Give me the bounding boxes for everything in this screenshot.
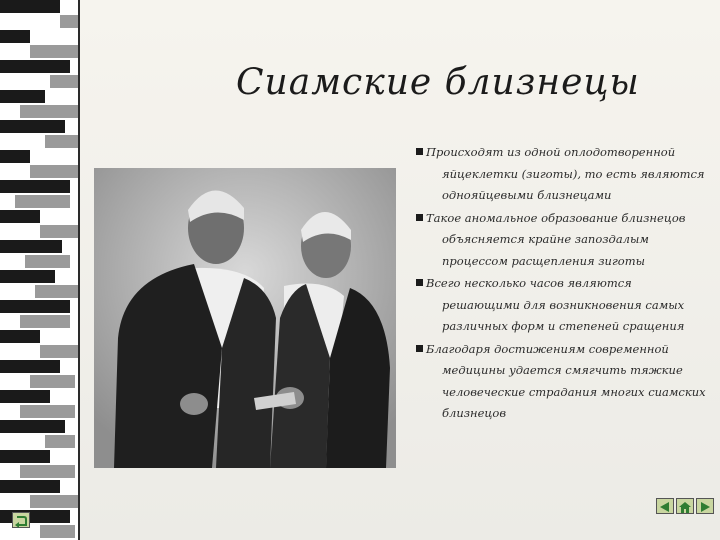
strip-bar: [0, 210, 40, 223]
triangle-right-icon: [697, 500, 713, 514]
strip-bar: [50, 75, 80, 88]
bullet-text: Происходят из одной оплодотворенной яйцеклетки (зиготы), то есть являются однояйцевыми близнецами: [426, 145, 705, 202]
strip-bar: [40, 345, 80, 358]
strip-bar: [0, 60, 70, 73]
strip-edge-line: [78, 0, 80, 540]
strip-bar: [0, 30, 30, 43]
bullet-item: [414, 339, 710, 425]
return-arrow-icon: [13, 514, 29, 528]
decorative-strip: [0, 0, 80, 540]
home-button[interactable]: [676, 498, 694, 514]
strip-bar: [0, 150, 30, 163]
bullet-square-icon: [416, 214, 423, 221]
strip-bar: [25, 255, 70, 268]
strip-bar: [40, 525, 75, 538]
strip-bar: [0, 480, 60, 493]
strip-bar: [35, 285, 80, 298]
previous-slide-button[interactable]: [656, 498, 674, 514]
strip-bar: [45, 435, 75, 448]
strip-bar: [0, 90, 45, 103]
strip-bar: [0, 180, 70, 193]
triangle-left-icon: [657, 500, 673, 514]
strip-bar: [0, 300, 70, 313]
bullet-list: [414, 142, 710, 426]
photo-siamese-twins: [94, 168, 396, 468]
bullet-item: [414, 208, 710, 273]
bullet-square-icon: [416, 345, 423, 352]
bullet-text: Такое аномальное образование близнецов объясняется крайне запоздалым процессом расщепления зиготы: [426, 210, 686, 268]
strip-bar: [0, 420, 65, 433]
strip-bar: [0, 120, 65, 133]
bullet-item: [414, 273, 710, 338]
strip-bar: [0, 510, 70, 523]
strip-bar: [60, 15, 80, 28]
bullet-square-icon: [416, 148, 423, 155]
slide-title: Сиамские близнецы: [236, 62, 640, 103]
bullet-item: [414, 142, 710, 207]
strip-bar: [30, 165, 80, 178]
strip-bar: [0, 330, 40, 343]
home-icon: [677, 500, 693, 514]
strip-bar: [20, 405, 75, 418]
strip-bar: [20, 315, 70, 328]
strip-bar: [0, 240, 62, 253]
next-slide-button[interactable]: [696, 498, 714, 514]
strip-bar: [20, 105, 80, 118]
bullet-text: Благодаря достижениям современной медицины удается смягчить тяжкие человеческие страдания многих сиамских близнецов: [426, 341, 706, 420]
strip-bar: [0, 390, 50, 403]
photo-illustration: [94, 168, 396, 468]
bullet-text: Всего несколько часов являются решающими для возникновения самых различных форм и степеней сращения: [426, 276, 685, 333]
strip-bar: [0, 270, 55, 283]
strip-bar: [15, 195, 70, 208]
return-button[interactable]: [12, 512, 30, 528]
strip-bar: [0, 0, 60, 13]
strip-bar: [45, 135, 80, 148]
strip-bar: [0, 450, 50, 463]
bullet-square-icon: [416, 279, 423, 286]
strip-bar: [30, 375, 75, 388]
strip-bar: [0, 360, 60, 373]
strip-bar: [20, 465, 75, 478]
strip-bar: [40, 225, 80, 238]
strip-bar: [30, 495, 80, 508]
strip-bar: [30, 45, 80, 58]
